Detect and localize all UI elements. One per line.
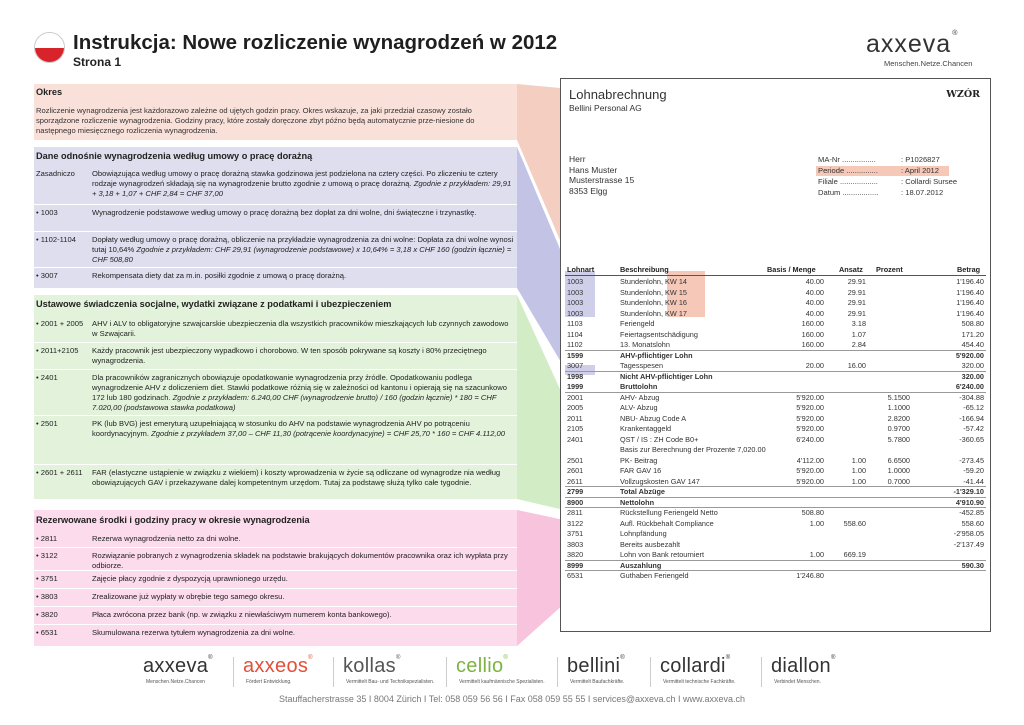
cell-beschreibung: Bruttolohn	[620, 382, 658, 391]
cell-beschreibung: Stundenlohn, KW 14	[620, 277, 687, 286]
row-key: • 2811	[36, 534, 58, 543]
cell-beschreibung: Stundenlohn, KW 16	[620, 298, 687, 307]
cell-beschreibung: Nettolohn	[620, 497, 655, 507]
row-text	[92, 319, 516, 339]
row-key: • 3820	[36, 610, 58, 619]
registered-mark-icon: ®	[830, 655, 836, 661]
row-text-main: Zrealizowane już wypłaty w obrębie tego samego okresu.	[92, 592, 285, 601]
cell-beschreibung: Rückstellung Feriengeld Netto	[620, 508, 718, 517]
page-subtitle: Strona 1	[73, 55, 122, 69]
brand-divider	[557, 657, 558, 687]
cell-basis: 508.80	[801, 508, 824, 517]
cell-basis: 40.00	[805, 308, 824, 318]
row-text	[92, 235, 516, 265]
row-text	[92, 574, 516, 584]
brand-logo-bellini	[567, 655, 625, 678]
brand-tagline: Menschen.Netze.Chancen	[146, 679, 205, 685]
row-key: • 2401	[36, 373, 58, 382]
row-divider	[34, 547, 517, 548]
cell-betrag: -41.44	[963, 476, 984, 486]
cell-basis: 5'920.00	[796, 403, 824, 412]
cell-betrag: -57.42	[963, 424, 984, 433]
cell-beschreibung: PK- Beitrag	[620, 455, 658, 465]
cell-lohnart: 3751	[567, 529, 584, 538]
row-key: • 6531	[36, 628, 58, 637]
cell-betrag: 4'910.90	[955, 497, 984, 507]
row-key: • 3007	[36, 271, 58, 280]
row-text	[92, 551, 516, 571]
section-rezerwy	[34, 510, 517, 646]
cell-prozent: 6.6500	[887, 455, 910, 465]
cell-basis: 5'920.00	[796, 476, 824, 486]
row-key: • 3751	[36, 574, 58, 583]
cell-beschreibung: FAR GAV 16	[620, 466, 662, 475]
col-lohnart: Lohnart	[567, 265, 595, 274]
cell-betrag: 1'196.40	[956, 277, 984, 286]
cell-betrag: 1'196.40	[956, 308, 984, 318]
cell-beschreibung: Vollzugskosten GAV 147	[620, 476, 700, 486]
cell-beschreibung: 13. Monatslohn	[620, 340, 670, 349]
brand-divider	[233, 657, 234, 687]
section-umowa	[34, 147, 517, 288]
funnel-rezerwy	[517, 510, 564, 646]
cell-betrag: 590.30	[961, 560, 984, 570]
cell-prozent: 5.1500	[887, 392, 910, 402]
brand-tagline: Vermittelt Baufachkräfte.	[570, 679, 625, 685]
cell-beschreibung: Krankentaggeld	[620, 424, 672, 433]
cell-betrag: -304.88	[959, 392, 984, 402]
cell-beschreibung: Stundenlohn, KW 15	[620, 287, 687, 297]
registered-mark-icon: ®	[620, 655, 625, 661]
cell-betrag: -2'958.05	[953, 529, 984, 538]
cell-basis: 5'920.00	[796, 424, 824, 433]
meta-label: Filiale ..................	[818, 177, 878, 186]
sample-stamp: WZÓR	[946, 89, 980, 100]
axxeva-logo: axxeva®	[866, 30, 959, 58]
cell-lohnart: 1003	[567, 277, 584, 286]
meta-label: MA-Nr ................	[818, 155, 876, 164]
cell-ansatz: 29.91	[847, 298, 866, 307]
cell-basis: 160.00	[801, 329, 824, 339]
cell-betrag: -166.94	[959, 413, 984, 423]
brand-name: bellini	[567, 655, 621, 677]
cell-beschreibung: AHV-pflichtiger Lohn	[620, 350, 693, 360]
meta-value: : April 2012	[901, 166, 939, 175]
cell-beschreibung: Aufl. Rückbehalt Compliance	[620, 518, 714, 528]
row-text	[92, 628, 516, 638]
page-title: Instrukcja: Nowe rozliczenie wynagrodzeń w 2012	[73, 31, 558, 54]
registered-mark-icon: ®	[725, 655, 731, 661]
cell-betrag: 1'196.40	[956, 298, 984, 307]
cell-betrag: 1'196.40	[956, 287, 984, 297]
recipient-address: Herr Hans Muster Musterstrasse 15 8353 Elgg	[569, 154, 635, 196]
row-divider	[34, 624, 517, 625]
row-text	[92, 208, 516, 218]
row-text-main: Dopłaty według umowy o pracę dorażną, obliczenie na przykładzie wynagrodzenia za dni wolne: Dopłata za dni wolne wynosi tutaj 10,64%	[92, 235, 514, 254]
section-okres	[34, 84, 517, 140]
cell-lohnart: 3820	[567, 550, 584, 559]
cell-beschreibung: Basis zur Berechnung der Prozente 7,020.00	[620, 445, 766, 454]
cell-prozent: 1.1000	[887, 403, 910, 412]
row-key: • 2011+2105	[36, 346, 79, 355]
cell-lohnart: 1599	[567, 350, 584, 360]
cell-lohnart: 3007	[567, 361, 584, 370]
payslip-company: Bellini Personal AG	[569, 103, 642, 113]
cell-beschreibung: Bereits ausbezahlt	[620, 539, 681, 549]
cell-betrag: -2'137.49	[953, 539, 984, 549]
row-example: Zgodnie z przykładem 37,00 – CHF 11,30 (potrącenie koordynacyjne) = CHF 25,70 * 160 = CHF 4.112,00	[151, 429, 505, 438]
row-text-main: Każdy pracownik jest ubezpieczony wypadkowo i chorobowo. W ten sposób pokrywane są koszty i 80% przeciętnego wynagrodzenia.	[92, 346, 487, 365]
cell-ansatz: 1.00	[851, 476, 866, 486]
logo-tagline: Menschen.Netze.Chancen	[884, 59, 973, 68]
row-divider	[34, 342, 517, 343]
row-text-main: Wynagrodzenie podstawowe według umowy o pracę dorażną bez dopłat za dni wolne, dni świąteczne i trzynastkę.	[92, 208, 477, 217]
cell-lohnart: 2001	[567, 392, 584, 402]
brand-name: diallon	[771, 655, 831, 677]
cell-beschreibung: Nicht AHV-pflichtiger Lohn	[620, 371, 713, 381]
cell-betrag: -360.65	[959, 434, 984, 444]
row-key: • 2001 + 2005	[36, 319, 84, 328]
cell-beschreibung: ALV- Abzug	[620, 403, 658, 412]
cell-basis: 40.00	[805, 287, 824, 297]
cell-betrag: -452.85	[959, 508, 984, 517]
cell-prozent: 0.7000	[887, 476, 910, 486]
section-head: Ustawowe świadczenia socjalne, wydatki związane z podatkami i ubezpieczeniem	[36, 299, 392, 309]
row-example: Zgodnie z przykładem: CHF 29,91 (wynagrodzenie podstawowe) x 10,64% = 3,18 x CHF 160 (godzin łącznie) = CHF 508,80	[92, 245, 512, 264]
cell-betrag: 454.40	[961, 340, 984, 349]
cell-lohnart: 1003	[567, 287, 584, 297]
cell-basis: 4'112.00	[796, 455, 824, 465]
brand-name: kollas	[343, 655, 396, 677]
brand-logo-axxeos	[243, 655, 313, 678]
row-text	[92, 419, 516, 439]
cell-beschreibung: NBU- Abzug Code A	[620, 413, 687, 423]
cell-basis: 20.00	[805, 361, 824, 370]
cell-lohnart: 8999	[567, 560, 584, 570]
cell-beschreibung: Lohn von Bank retourniert	[620, 550, 704, 559]
brand-bar	[0, 655, 1024, 691]
cell-ansatz: 669.19	[843, 550, 866, 559]
cell-basis: 5'920.00	[796, 413, 824, 423]
row-key: • 2501	[36, 419, 58, 428]
cell-ansatz: 16.00	[847, 361, 866, 370]
section-text: Rozliczenie wynagrodzenia jest każdorazowo zależne od ujętych godzin pracy. Okres wskazuje, za jaki przedział czasowy zostało sporządzone rozliczenie wynagrodzenia. Godziny pracy, które zostały doręczone zbyt późno będą automatycznie prze-niesione do następnego miesięcznego rozliczenia wynagrodzenia.	[36, 106, 475, 135]
cell-lohnart: 3122	[567, 518, 584, 528]
row-text	[92, 346, 516, 366]
registered-mark-icon: ®	[395, 655, 401, 661]
meta-label: Datum .................	[818, 188, 879, 197]
row-text-main: FAR (elastyczne ustąpienie w związku z wiekiem) i koszty wprowadzenia w życie są odliczane od wynagrodze nia według obowiązujących GAV i przekazywane dalej kompetentnym urzędom. Tutaj za podstawę służą tylko całe tygodnie.	[92, 468, 501, 487]
cell-beschreibung: QST / IS : ZH Code B0+	[620, 434, 699, 444]
cell-basis: 6'240.00	[796, 434, 824, 444]
payslip-document	[560, 78, 991, 632]
brand-logo-collardi	[660, 655, 731, 678]
row-text-main: Rekompensata diety dat za m.in. posiłki zgodnie z umową o pracę dorażną.	[92, 271, 347, 280]
cell-beschreibung: Total Abzüge	[620, 487, 665, 496]
cell-lohnart: 1104	[567, 329, 583, 339]
row-text	[92, 534, 516, 544]
cell-beschreibung: Feiertagsentschädigung	[620, 329, 698, 339]
brand-name: collardi	[660, 655, 726, 677]
brand-logo-cellio	[456, 655, 508, 678]
cell-ansatz: 3.18	[851, 319, 866, 328]
cell-lohnart: 1003	[567, 308, 584, 318]
row-key: • 3122	[36, 551, 58, 560]
cell-basis: 40.00	[805, 277, 824, 286]
row-text	[92, 592, 516, 602]
cell-prozent: 1.0000	[887, 466, 910, 475]
cell-basis: 5'920.00	[796, 466, 824, 475]
section-head: Rezerwowane środki i godziny pracy w okresie wynagrodzenia	[36, 515, 310, 525]
cell-lohnart: 1998	[567, 371, 584, 381]
row-example: Zgodnie z przykładem: 6.240,00 CHF (wynagrodzenie brutto) / 160 (godzin łącznie) * 180 = CHF 7.020,00 (podstawowa stawka podatkowa)	[92, 393, 497, 412]
registered-mark-icon: ®	[503, 655, 509, 661]
cell-beschreibung: Stundenlohn, KW 17	[620, 308, 687, 318]
brand-tagline: Fördert Entwicklung.	[246, 679, 292, 685]
brand-logo-kollas	[343, 655, 401, 678]
brand-logo-diallon	[771, 655, 836, 678]
cell-lohnart: 2501	[567, 455, 584, 465]
section-socjalne	[34, 295, 517, 499]
cell-betrag: -1'329.10	[953, 487, 984, 496]
cell-lohnart: 2611	[567, 476, 583, 486]
row-divider	[34, 231, 517, 232]
header-rule	[565, 275, 986, 276]
cell-lohnart: 2011	[567, 413, 583, 423]
meta-value: : 18.07.2012	[901, 188, 944, 197]
cell-ansatz: 1.00	[851, 466, 866, 475]
cell-lohnart: 2601	[567, 466, 584, 475]
brand-tagline: Vermittelt technische Fachkräfte.	[663, 679, 736, 685]
cell-beschreibung: Auszahlung	[620, 560, 662, 570]
row-divider	[34, 570, 517, 571]
row-text-main: Rezerwa wynagrodzenia netto za dni wolne.	[92, 534, 241, 543]
cell-lohnart: 8900	[567, 497, 584, 507]
footer-contact: Stauffacherstrasse 35 I 8004 Zürich I Tel: 058 059 56 56 I Fax 058 059 55 55 I services@axxeva.ch I www.axxeva.ch	[278, 694, 746, 704]
cell-betrag: 171.20	[961, 329, 984, 339]
col-betrag: Betrag	[957, 265, 981, 274]
payslip-title: Lohnabrechnung	[569, 87, 667, 102]
cell-basis: 1.00	[809, 518, 824, 528]
row-example: Zgodnie z przykładem: 29,91 + 3,18 + 1,07 + CHF 2,84 = CHF 37,00	[92, 179, 512, 198]
cell-basis: 160.00	[801, 319, 824, 328]
brand-name: cellio	[456, 655, 504, 677]
cell-ansatz: 29.91	[847, 287, 866, 297]
cell-beschreibung: Tagesspesen	[620, 361, 664, 370]
cell-basis: 5'920.00	[796, 392, 824, 402]
cell-betrag: 5'920.00	[955, 350, 984, 360]
cell-ansatz: 2.84	[851, 340, 866, 349]
col-prozent: Prozent	[876, 265, 903, 274]
cell-lohnart: 2811	[567, 508, 583, 517]
cell-lohnart: 2105	[567, 424, 584, 433]
cell-prozent: 0.9700	[887, 424, 910, 433]
cell-lohnart: 2799	[567, 487, 584, 496]
cell-betrag: 320.00	[961, 371, 984, 381]
cell-basis: 1.00	[809, 550, 824, 559]
row-key: • 2601 + 2611	[36, 468, 83, 477]
row-text	[92, 169, 516, 199]
cell-betrag: -59.20	[963, 466, 984, 475]
row-text-main: Płaca zwrócona przez bank (np. w związku z niewłaściwym numerem konta bankowego).	[92, 610, 392, 619]
registered-mark-icon: ®	[308, 655, 313, 661]
row-key: Zasadniczo	[36, 169, 75, 178]
cell-basis: 40.00	[805, 298, 824, 307]
row-text-main: AHV i ALV to obligatoryjne szwajcarskie ubezpieczenia dla wszystkich pracowników mieszkających lub czynnych zawodowo w Szwajcarii.	[92, 319, 509, 338]
cell-ansatz: 29.91	[847, 277, 866, 286]
cell-ansatz: 1.00	[851, 455, 866, 465]
cell-ansatz: 558.60	[843, 518, 866, 528]
row-text-main: Dla pracowników zagranicznych obowiązuje opodatkowanie wynagrodzenia przy źródle. Opodatkowaniu podlega wynagrodzenie AHV z doliczeniem diet. Stawki podatkowe różnią się w zależności od kantonu i opierają się na szacunkowo 172 lub 180 godzinach.	[92, 373, 507, 402]
row-divider	[34, 606, 517, 607]
brand-tagline: Vermittelt kaufmännische Spezialisten.	[459, 679, 545, 685]
cell-lohnart: 2005	[567, 403, 584, 412]
cell-lohnart: 1102	[567, 340, 583, 349]
meta-label: Periode ...............	[818, 166, 878, 175]
cell-betrag: -65.12	[963, 403, 984, 412]
cell-beschreibung: Lohnpfändung	[620, 529, 667, 538]
meta-value: : P1026827	[901, 155, 940, 164]
row-text-main: Skumulowana rezerwa tytułem wynagrodzenia za dni wolne.	[92, 628, 296, 637]
cell-ansatz: 29.91	[847, 308, 866, 318]
brand-divider	[333, 657, 334, 687]
col-basis: Basis / Menge	[767, 265, 816, 274]
brand-name: axxeos	[243, 655, 309, 677]
row-text	[92, 610, 516, 620]
row-text-main: Zajęcie płacy zgodnie z dyspozycją uprawnionego urzędu.	[92, 574, 288, 583]
cell-beschreibung: Guthaben Feriengeld	[620, 571, 689, 580]
brand-name: axxeva	[143, 655, 209, 677]
row-text-main: PK (lub BVG) jest emeryturą uzupełniającą w stosunku do AHV na podstawie wynagrodzenia AHV po potrąceniu koordynacyjnym.	[92, 419, 470, 438]
brand-divider	[650, 657, 651, 687]
cell-lohnart: 1999	[567, 382, 584, 391]
cell-prozent: 5.7800	[887, 434, 910, 444]
cell-betrag: 558.60	[961, 518, 984, 528]
registered-mark-icon: ®	[208, 655, 213, 661]
cell-betrag: 6'240.00	[955, 382, 984, 391]
cell-lohnart: 1003	[567, 298, 584, 307]
row-divider	[34, 204, 517, 205]
row-key: • 3803	[36, 592, 58, 601]
cell-lohnart: 6531	[567, 571, 584, 580]
section-head: Dane odnośnie wynagrodzenia według umowy o pracę dorażną	[36, 151, 313, 161]
brand-tagline: Vermittelt Bau- und Technikspezialisten.	[346, 679, 435, 685]
cell-prozent: 2.8200	[887, 413, 910, 423]
row-divider	[34, 267, 517, 268]
cell-basis: 1'246.80	[796, 571, 824, 580]
cell-betrag: 508.80	[961, 319, 984, 328]
row-divider	[34, 415, 517, 416]
row-key: • 1102-1104	[36, 235, 76, 244]
cell-lohnart: 3803	[567, 539, 584, 549]
cell-ansatz: 1.07	[851, 329, 866, 339]
meta-value: : Collardi Sursee	[901, 177, 958, 186]
brand-divider	[761, 657, 762, 687]
brand-logo-axxeva	[143, 655, 213, 678]
row-divider	[34, 464, 517, 465]
cell-lohnart: 2401	[567, 434, 584, 444]
row-divider	[34, 588, 517, 589]
cell-basis: 160.00	[801, 340, 824, 349]
cell-lohnart: 1103	[567, 319, 583, 328]
col-ansatz: Ansatz	[839, 265, 863, 274]
col-beschreibung: Beschreibung	[620, 265, 669, 274]
brand-divider	[446, 657, 447, 687]
cell-betrag: -273.45	[959, 455, 984, 465]
cell-betrag: 320.00	[961, 361, 984, 370]
row-text	[92, 373, 516, 413]
row-text-main: Rozwiązanie pobranych z wynagrodzenia składek na podstawie brakujących dokumentów pracownika oraz ich wypłata przy odbiorze.	[92, 551, 508, 570]
cell-beschreibung: AHV- Abzug	[620, 392, 660, 402]
row-text	[92, 468, 516, 488]
section-head: Okres	[36, 87, 63, 97]
row-text-main: Obowiązująca według umowy o pracę dorażną stawka godzinowa jest podzielona na cztery części. Po zliczeniu te cztery rodzaje wynagrodzeń składają się na wynagrodzenie brutto zgodnie z umową o pracę dorażną.	[92, 169, 498, 188]
cell-beschreibung: Feriengeld	[620, 319, 655, 328]
row-divider	[34, 369, 517, 370]
brand-tagline: Verbindet Menschen.	[774, 679, 821, 685]
row-key: • 1003	[36, 208, 58, 217]
row-text	[92, 271, 516, 281]
